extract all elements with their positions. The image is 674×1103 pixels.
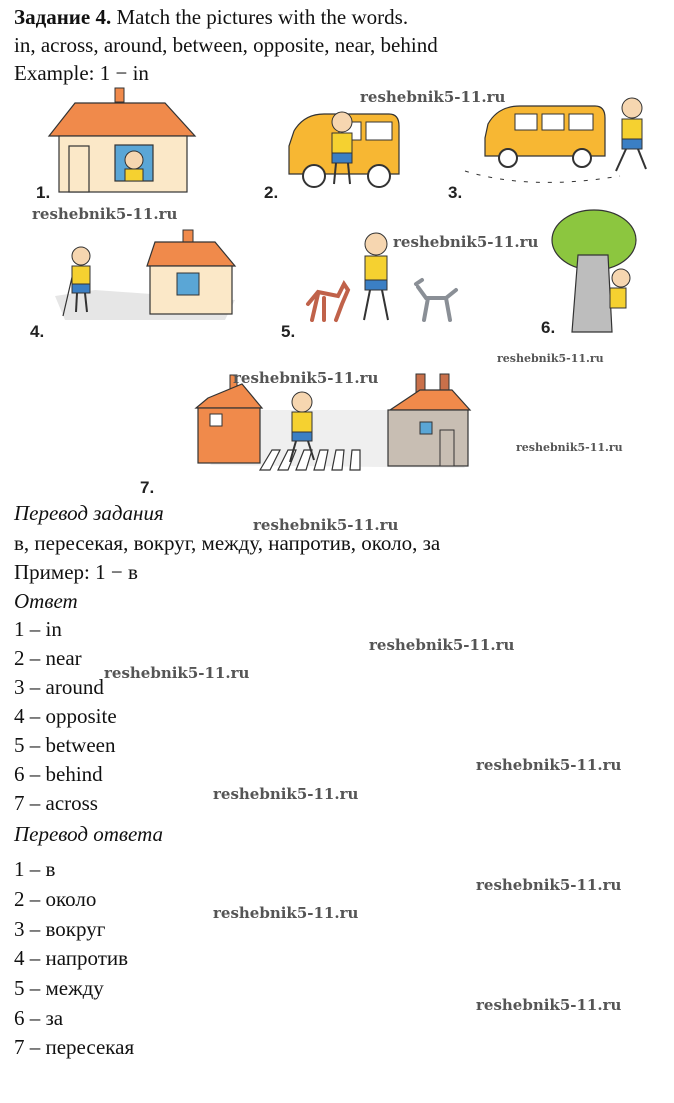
picture-4-boy-opposite-house <box>55 228 240 323</box>
watermark: reshebnik5-11.ru <box>476 756 622 774</box>
watermark: reshebnik5-11.ru <box>233 369 379 387</box>
picture-number-3: 3. <box>448 183 463 202</box>
task-title <box>14 4 408 30</box>
watermark: reshebnik5-11.ru <box>497 352 604 365</box>
watermark: reshebnik5-11.ru <box>516 441 623 454</box>
translation-words: в, пересекая, вокруг, между, напротив, около, за <box>14 531 441 555</box>
watermark: reshebnik5-11.ru <box>253 516 399 534</box>
watermark: reshebnik5-11.ru <box>213 904 359 922</box>
watermark: reshebnik5-11.ru <box>476 996 622 1014</box>
watermark: reshebnik5-11.ru <box>393 233 539 251</box>
translation-heading: Перевод задания <box>14 501 164 525</box>
answer-translation-item: 3 – вокруг <box>14 917 106 941</box>
picture-2-boy-near-bus <box>284 106 404 191</box>
watermark: reshebnik5-11.ru <box>369 636 515 654</box>
example-line: Example: 1 − in <box>14 61 149 85</box>
answer-translation-item: 2 – около <box>14 887 97 911</box>
picture-number-6: 6. <box>541 318 556 337</box>
answer-translation-heading: Перевод ответа <box>14 822 163 846</box>
answer-translation-item: 1 – в <box>14 857 56 881</box>
answer-translation-item: 6 – за <box>14 1006 64 1030</box>
answer-item: 6 – behind <box>14 762 103 786</box>
watermark: reshebnik5-11.ru <box>104 664 250 682</box>
task-instruction: Match the pictures with the words. <box>116 5 409 29</box>
answer-heading: Ответ <box>14 589 78 613</box>
watermark: reshebnik5-11.ru <box>213 785 359 803</box>
answer-item: 1 – in <box>14 617 62 641</box>
watermark: reshebnik5-11.ru <box>32 205 178 223</box>
answer-item: 3 – around <box>14 675 104 699</box>
picture-number-4: 4. <box>30 322 45 341</box>
answer-translation-item: 4 – напротив <box>14 946 129 970</box>
task-label: Задание 4. <box>14 5 112 29</box>
watermark: reshebnik5-11.ru <box>476 876 622 894</box>
answer-item: 4 – opposite <box>14 704 117 728</box>
word-list: in, across, around, between, opposite, near, behind <box>14 33 438 57</box>
answer-item: 2 – near <box>14 646 82 670</box>
picture-number-1: 1. <box>36 183 51 202</box>
picture-3-boy-around-bus <box>470 96 660 191</box>
picture-number-7: 7. <box>140 478 155 497</box>
picture-6-boy-behind-tree <box>548 210 643 335</box>
answer-translation-item: 7 – пересекая <box>14 1035 135 1059</box>
answer-item: 5 – between <box>14 733 116 757</box>
watermark: reshebnik5-11.ru <box>360 88 506 106</box>
translation-example: Пример: 1 − в <box>14 560 138 584</box>
picture-number-2: 2. <box>264 183 279 202</box>
answer-item: 7 – across <box>14 791 98 815</box>
picture-number-5: 5. <box>281 322 296 341</box>
answer-translation-item: 5 – между <box>14 976 104 1000</box>
picture-1-boy-in-house <box>55 88 200 193</box>
